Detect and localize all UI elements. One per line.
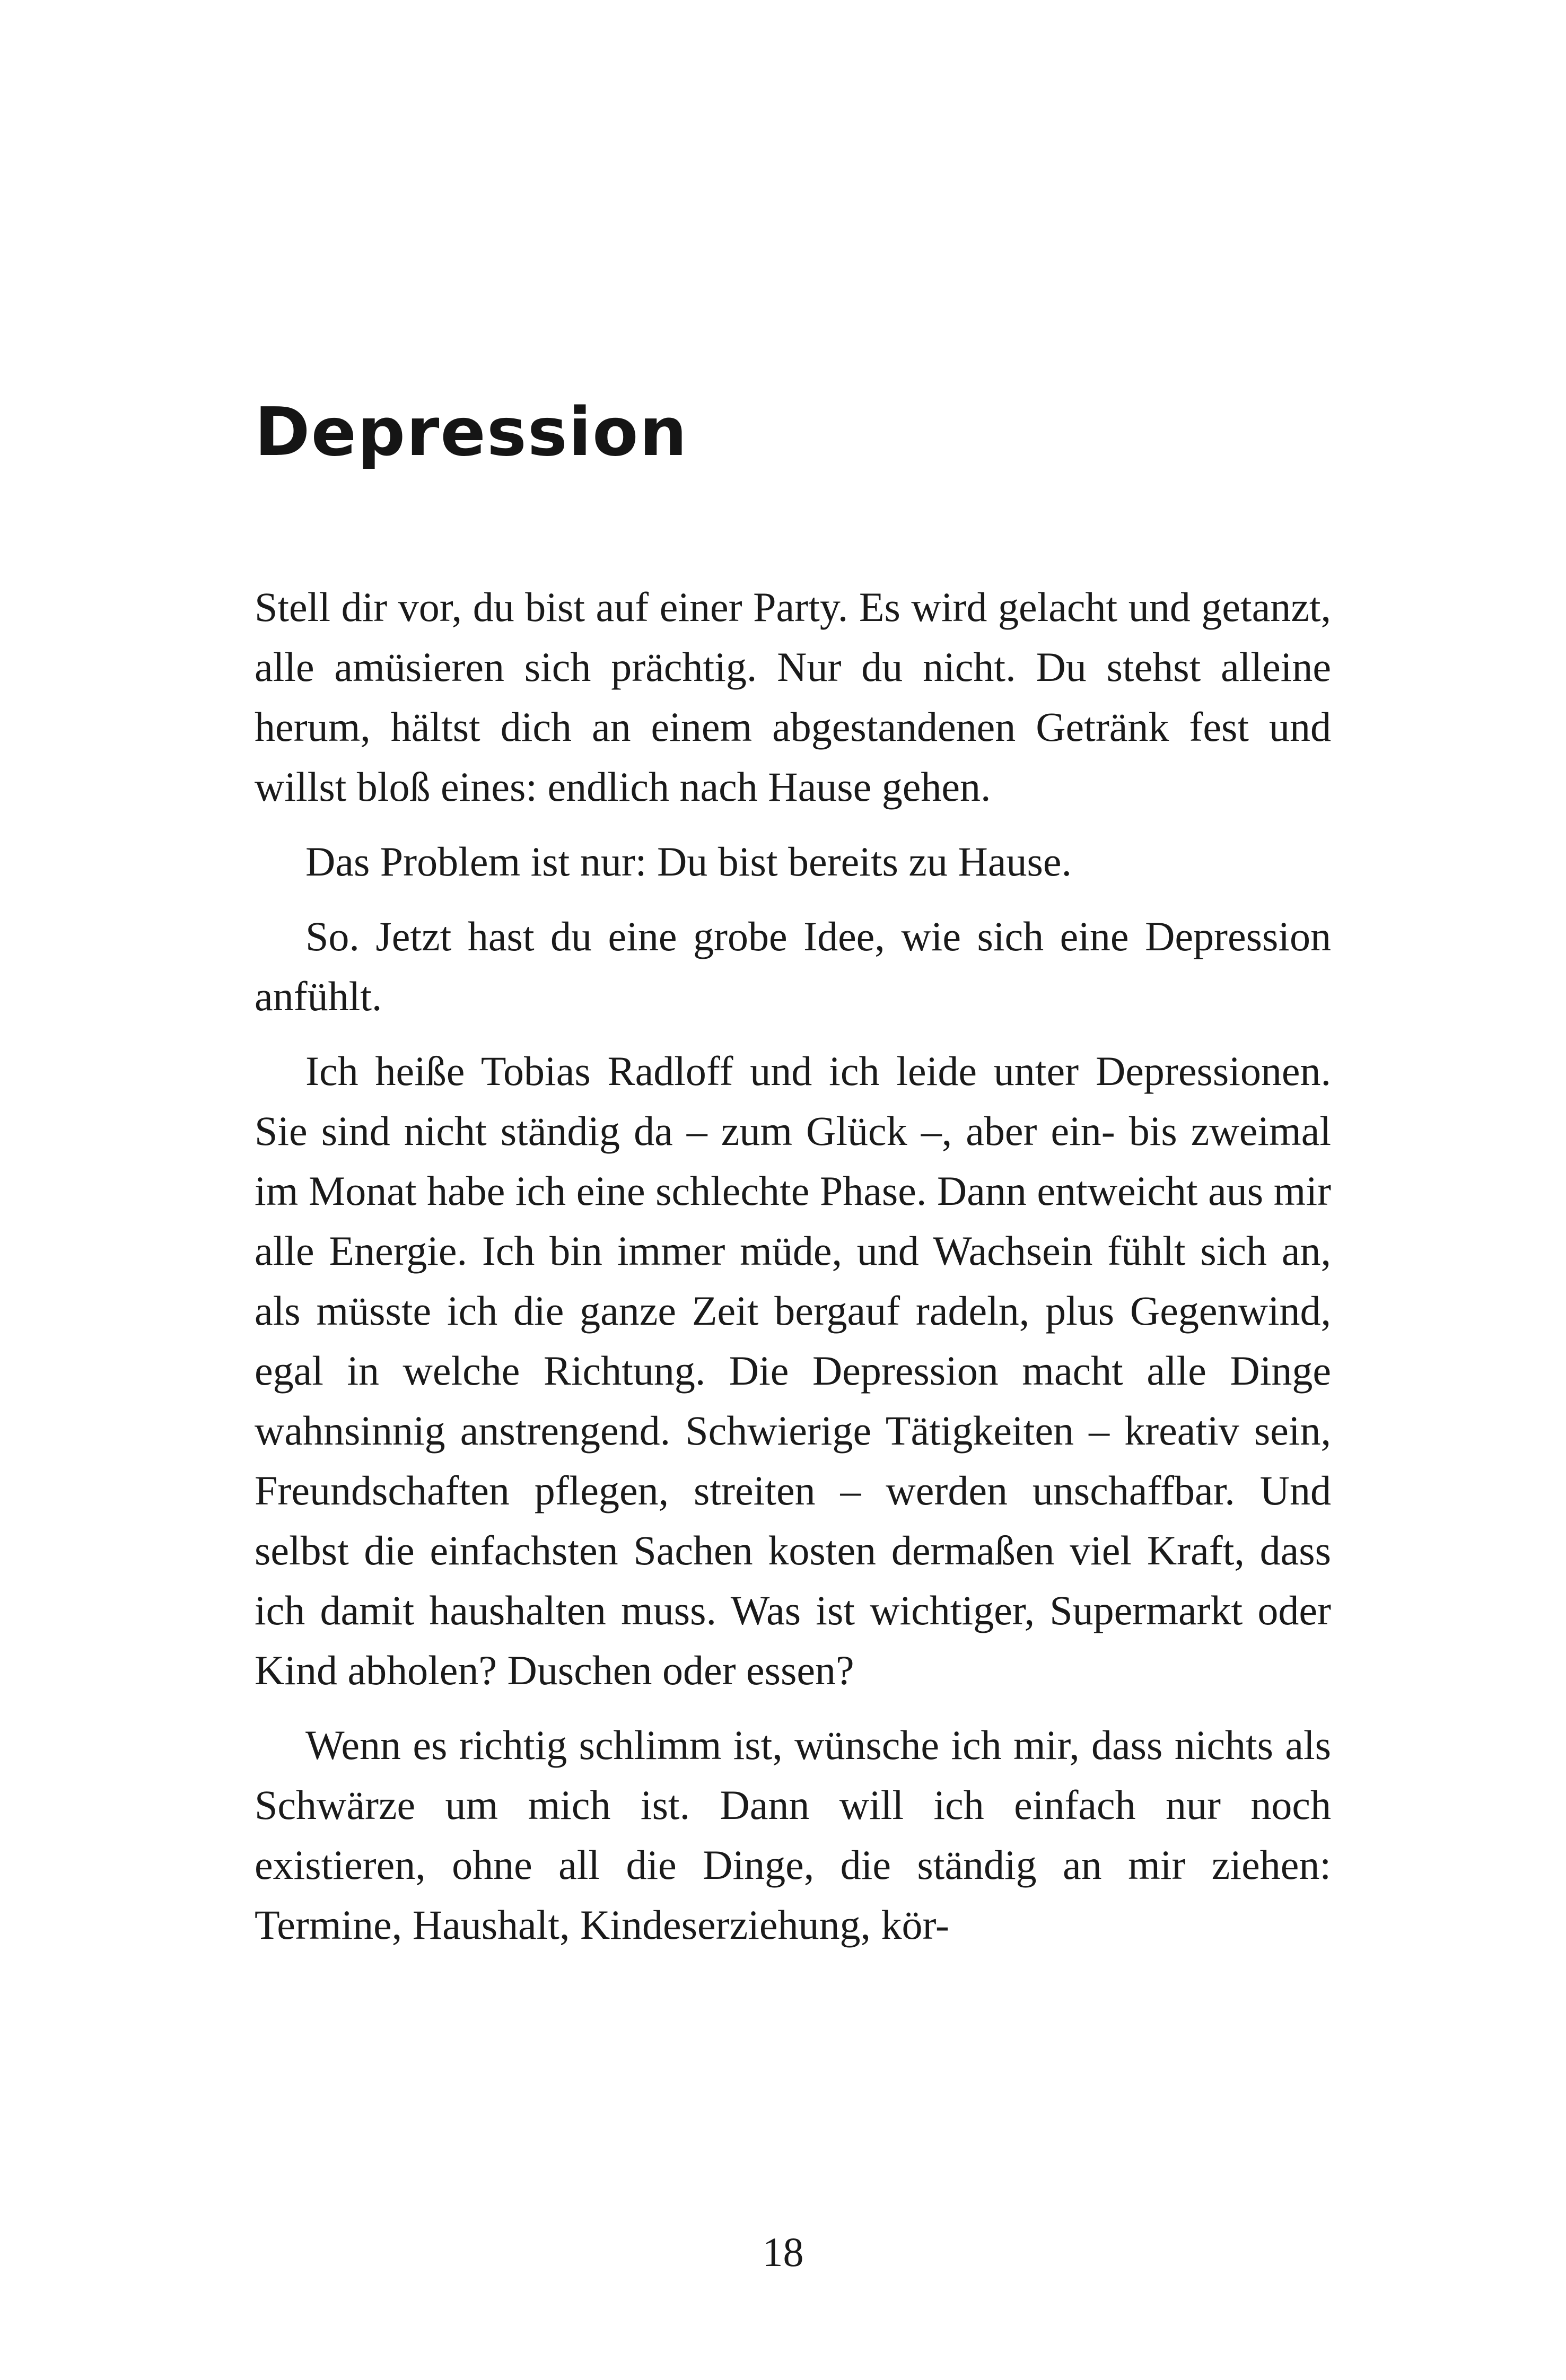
paragraph-introduction: Ich heiße Tobias Radloff und ich leide unter Depressionen. Sie sind nicht ständig da – zum Glück –, aber ein- bis zweimal im Monat habe ich eine schlechte Phase. Dann entweicht aus mir alle Energie. Ich bin immer müde, und Wachsein fühlt sich an, als müsste ich die ganze Zeit bergauf radeln, plus Gegenwind, egal in welche Richtung. Die Depression macht alle Dinge wahnsinnig anstrengend. Schwierige Tätigkeiten – kreativ sein, Freundschaften pflegen, streiten – werden unschaffbar. Und selbst die einfachsten Sachen kosten dermaßen viel Kraft, dass ich damit haushalten muss. Was ist wichtiger, Supermarkt oder Kind abholen? Duschen oder essen? xyxy=(255,1048,1331,1693)
body-text xyxy=(255,577,1331,1970)
paragraph-idea: So. Jetzt hast du eine grobe Idee, wie sich eine Depression anfühlt. xyxy=(255,913,1331,1019)
page-number: 18 xyxy=(762,2229,804,2275)
paragraph-problem: Das Problem ist nur: Du bist bereits zu Hause. xyxy=(305,838,1072,885)
paragraph-party: Stell dir vor, du bist auf einer Party. Es wird gelacht und getanzt, alle amüsieren sich prächtig. Nur du nicht. Du stehst alleine herum, hältst dich an einem abgestandenen Getränk fest und willst bloß eines: endlich nach Hause gehen. xyxy=(255,584,1331,810)
paragraph-darkness: Wenn es richtig schlimm ist, wünsche ich mir, dass nichts als Schwärze um mich ist. Dann will ich einfach nur noch existieren, ohne all die Dinge, die ständig an mir ziehen: Termine, Haushalt, Kindeserziehung, kör- xyxy=(255,1722,1331,1948)
chapter-title: Depression xyxy=(255,393,688,471)
